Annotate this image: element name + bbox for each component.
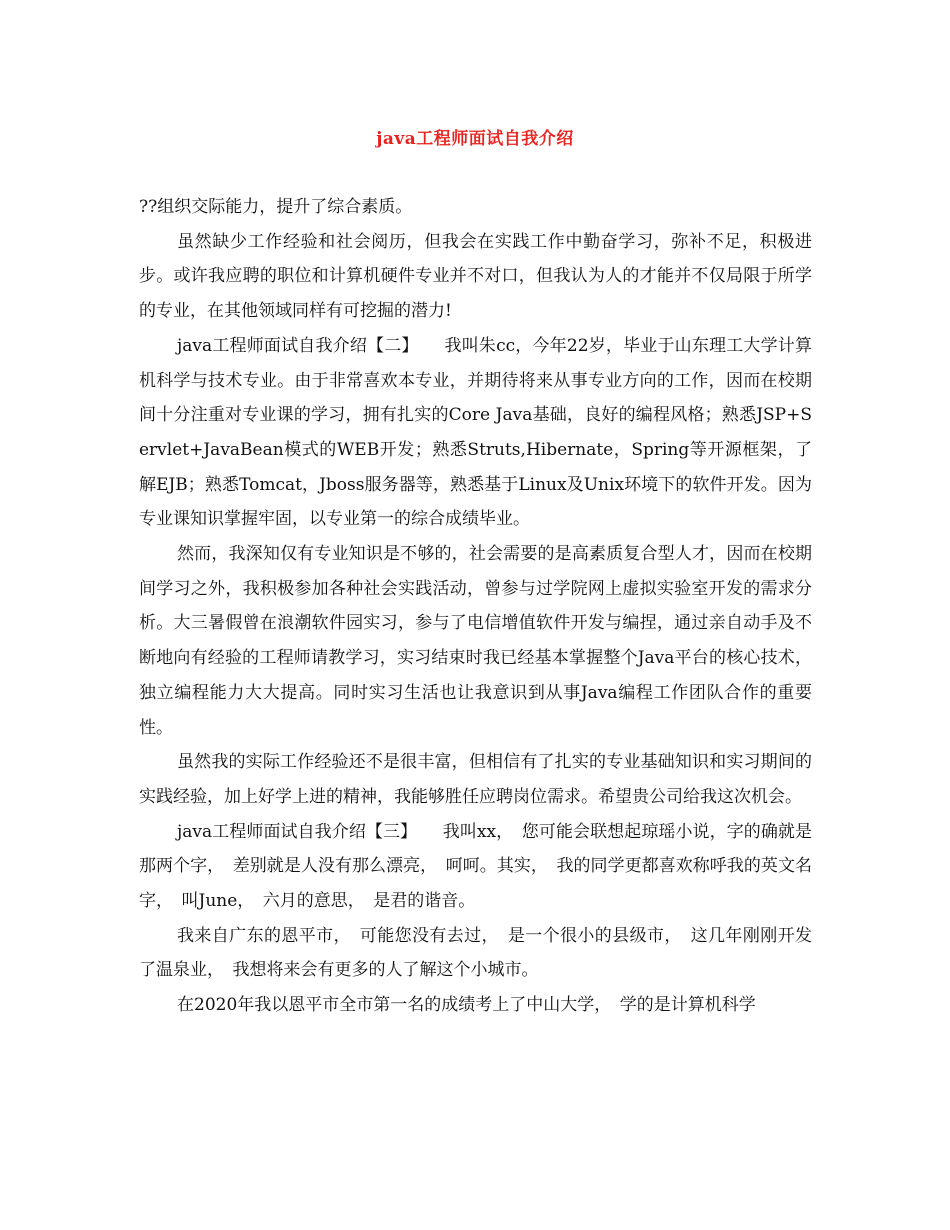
paragraph: 虽然缺少工作经验和社会阅历，但我会在实践工作中勤奋学习，弥补不足，积极进步。或许我应聘的职位和计算机硬件专业并不对口，但我认为人的才能并不仅局限于所学的专业，在其他领域同样有可挖掘的潜力!	[139, 231, 812, 322]
document-title: java工程师面试自我介绍	[376, 129, 574, 149]
paragraph: 然而，我深知仅有专业知识是不够的，社会需要的是高素质复合型人才，因而在校期间学习之外，我积极参加各种社会实践活动，曾参与过学院网上虚拟实验室开发的需求分析。大三暑假曾在浪潮软件园实习，参与了电信增值软件开发与编捏，通过亲自动手及不断地向有经验的工程师请教学习，实习结束时我已经基本掌握整个Java平台的核心技术，独立编程能力大大提高。同时实习生活也让我意识到从事Java编程工作团队合作的重要性。	[139, 544, 812, 738]
paragraph: ??组织交际能力，提升了综合素质。	[139, 197, 413, 217]
paragraph: java工程师面试自我介绍【二】 我叫朱cc，今年22岁，毕业于山东理工大学计算机科学与技术专业。由于非常喜欢本专业，并期待将来从事专业方向的工作，因而在校期间十分注重对专业课的学习，拥有扎实的Core Java基础，良好的编程风格；熟悉JSP+Servlet+JavaBean模式的WEB开发；熟悉Struts,Hibernate，Spring等开源框架，了解EJB；熟悉Tomcat，Jboss服务器等，熟悉基于Linux及Unix环境下的软件开发。因为专业课知识掌握牢固，以专业第一的综合成绩毕业。	[139, 335, 812, 530]
paragraph: java工程师面试自我介绍【三】 我叫xx， 您可能会联想起琼瑶小说，字的确就是那两个字， 差别就是人没有那么漂亮， 呵呵。其实， 我的同学更都喜欢称呼我的英文名字， 叫June， 六月的意思， 是君的谐音。	[139, 821, 812, 912]
paragraph: 在2020年我以恩平市全市第一名的成绩考上了中山大学， 学的是计算机科学	[177, 995, 756, 1016]
paragraph: 我来自广东的恩平市， 可能您没有去过， 是一个很小的县级市， 这几年刚刚开发了温泉业， 我想将来会有更多的人了解这个小城市。	[139, 925, 812, 981]
document-body	[139, 190, 812, 1023]
paragraph: 虽然我的实际工作经验还不是很丰富，但相信有了扎实的专业基础知识和实习期间的实践经验，加上好学上进的精神，我能够胜任应聘岗位需求。希望贵公司给我这次机会。	[139, 752, 812, 807]
